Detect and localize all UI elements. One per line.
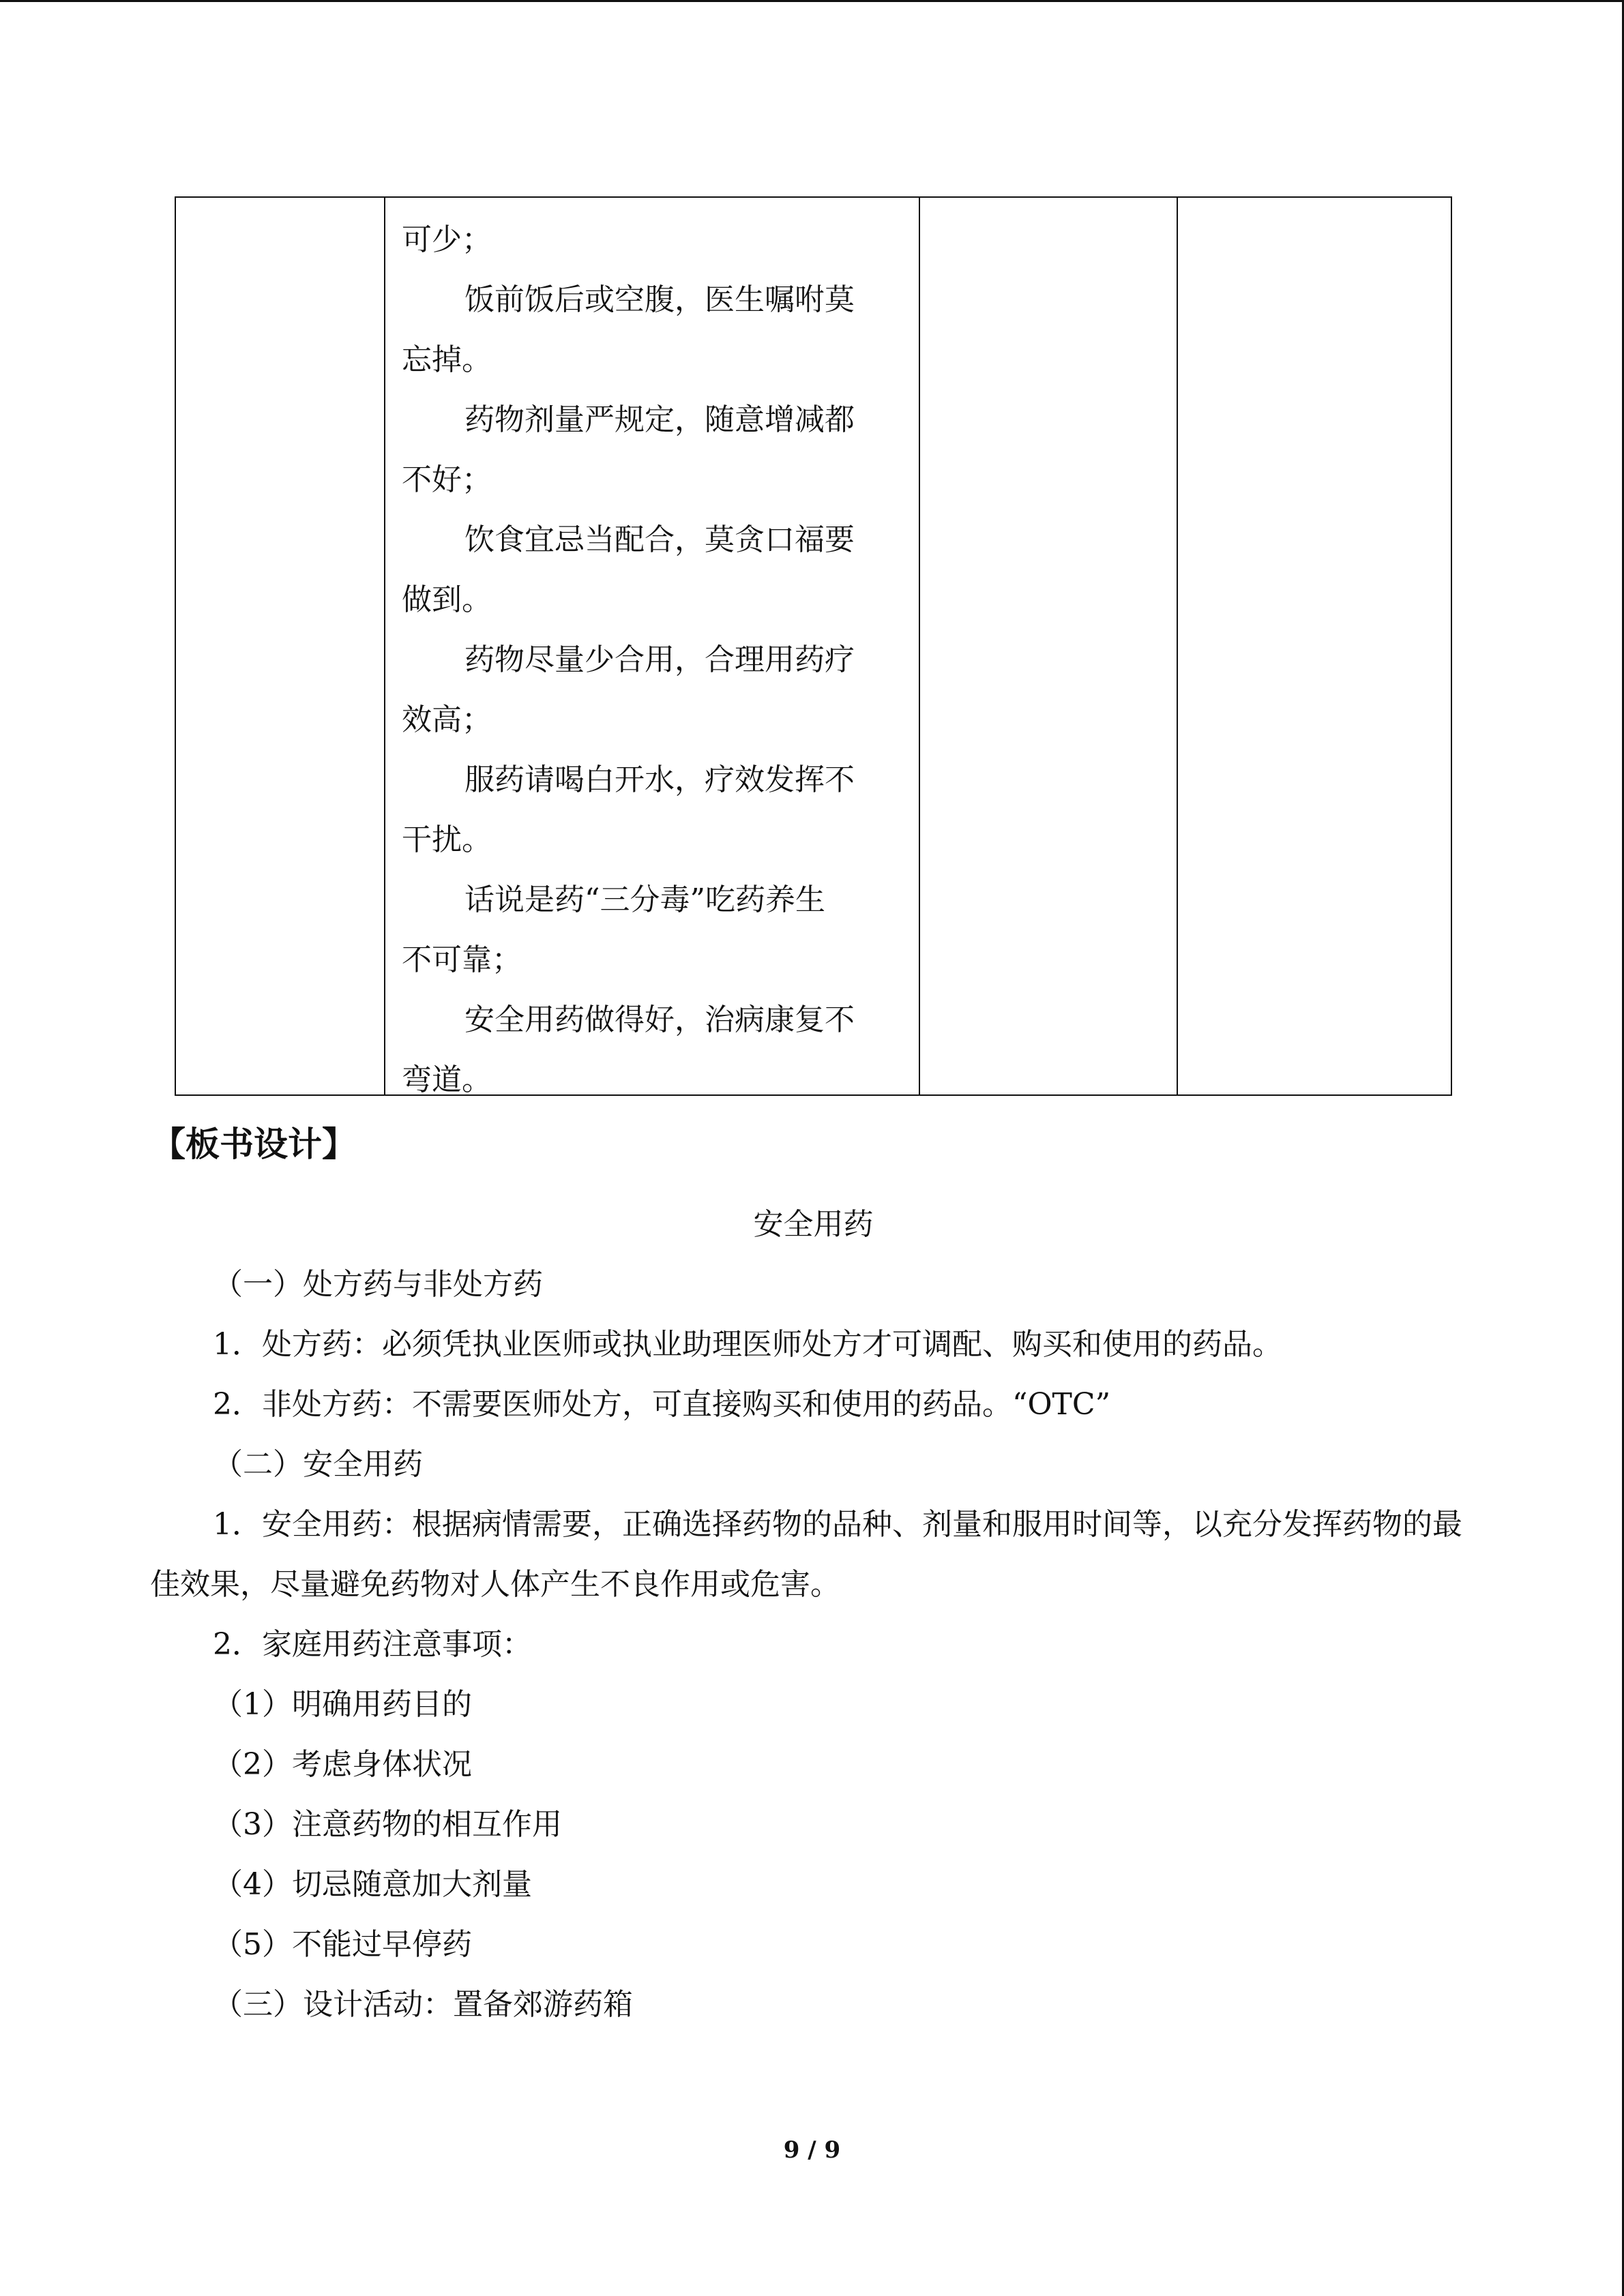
board-part-1-item-1: 1．处方药：必须凭执业医师或执业助理医师处方才可调配、购买和使用的药品。	[213, 1327, 1282, 1362]
poem-line: 安全用药做得好，治病康复不	[464, 1002, 855, 1037]
poem-line: 不可靠；	[402, 942, 522, 977]
poem-line: 话说是药“三分毒”吃药养生	[464, 882, 825, 917]
board-part-3: （三）设计活动：置备郊游药箱	[213, 1987, 633, 2022]
poem-line: 药物尽量少合用，合理用药疗	[464, 642, 855, 677]
poem-line: 饭前饭后或空腹，医生嘱咐莫	[464, 282, 855, 317]
board-note-item: （5）不能过早停药	[213, 1927, 472, 1962]
poem-line: 饮食宜忌当配合，莫贪口福要	[464, 522, 855, 557]
board-title: 安全用药	[753, 1207, 874, 1242]
board-part-1: （一）处方药与非处方药	[213, 1267, 543, 1302]
poem-line: 做到。	[402, 582, 492, 617]
table-cell-poem	[385, 197, 919, 1095]
poem-line: 服药请喝白开水，疗效发挥不	[464, 762, 855, 797]
poem-line: 效高；	[402, 702, 492, 737]
lesson-table	[175, 196, 1452, 1096]
poem-line: 弯道。	[402, 1062, 492, 1097]
table-cell-empty-3	[1177, 197, 1451, 1095]
poem-line: 药物剂量严规定，随意增减都	[464, 402, 855, 437]
board-part-2-item-1: 1．安全用药：根据病情需要，正确选择药物的品种、剂量和服用时间等，以充分发挥药物的最佳效果，尽量避免药物对人体产生不良作用或危害。	[150, 1507, 1462, 1602]
table-row	[175, 197, 1451, 1095]
table-cell-empty-2	[919, 197, 1177, 1095]
board-part-2-item-2: 2．家庭用药注意事项：	[213, 1627, 532, 1662]
board-part-1-item-2: 2．非处方药：不需要医师处方，可直接购买和使用的药品。“OTC”	[213, 1387, 1111, 1422]
poem-text	[385, 198, 919, 1097]
page-number: 9 / 9	[783, 2136, 841, 2164]
board-note-item: （4）切忌随意加大剂量	[213, 1867, 532, 1902]
section-heading-board-design: 【板书设计】	[151, 1124, 356, 1164]
board-part-2: （二）安全用药	[213, 1447, 423, 1482]
poem-line: 忘掉。	[402, 342, 492, 377]
poem-line: 干扰。	[402, 822, 492, 857]
poem-line: 不好；	[402, 462, 492, 497]
board-note-item: （1）明确用药目的	[213, 1687, 472, 1722]
page-top-border	[0, 0, 1624, 2]
board-note-item: （2）考虑身体状况	[213, 1747, 472, 1782]
board-note-item: （3）注意药物的相互作用	[213, 1807, 562, 1842]
table-cell-empty-1	[175, 197, 385, 1095]
poem-line: 可少；	[402, 222, 492, 257]
board-design-content	[150, 1195, 1477, 2035]
